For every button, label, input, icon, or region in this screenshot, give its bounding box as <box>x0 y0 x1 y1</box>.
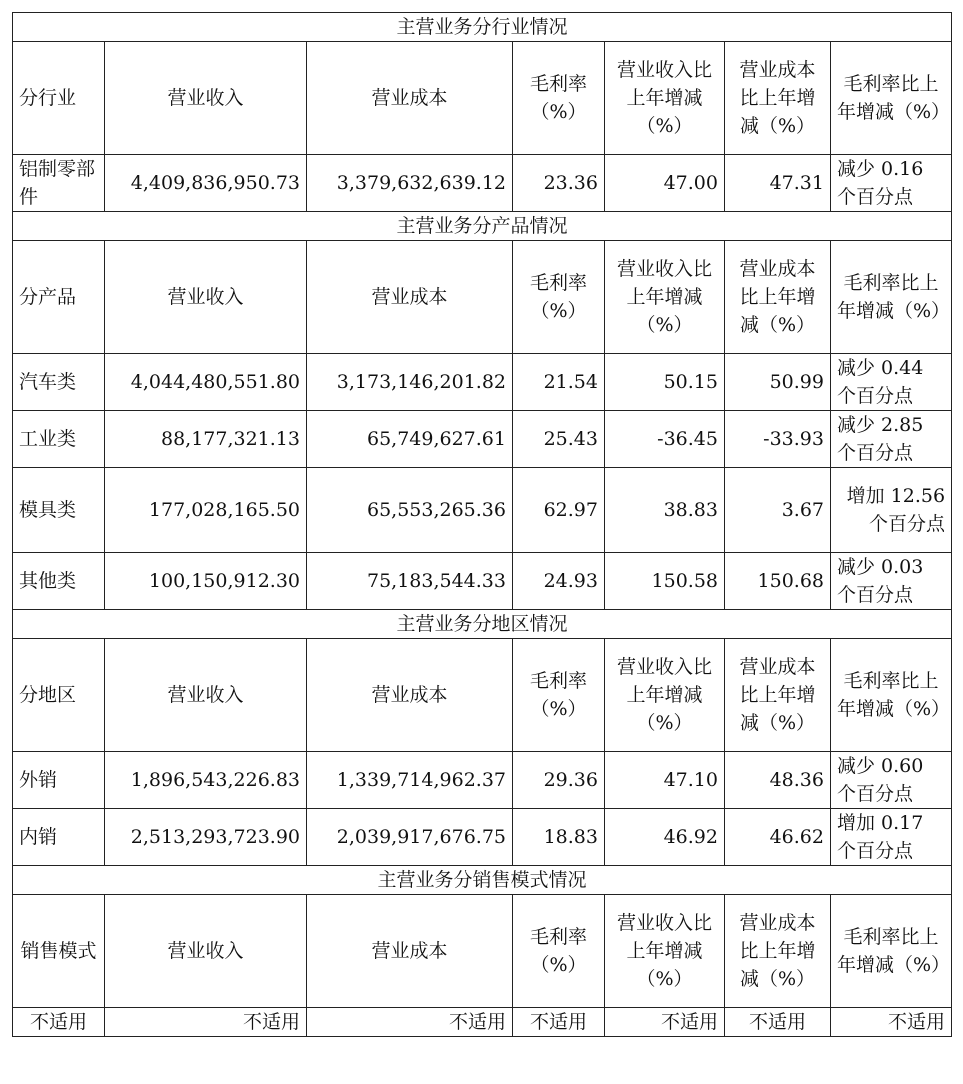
revenue-change-cell: 50.15 <box>605 354 725 411</box>
margin-header: 毛利率（%） <box>513 895 605 1008</box>
revenue-change-cell: -36.45 <box>605 411 725 468</box>
first-column-header: 销售模式 <box>13 895 105 1008</box>
revenue-cell: 177,028,165.50 <box>105 468 307 553</box>
cost-change-header: 营业成本比上年增减（%） <box>725 639 831 752</box>
section-title: 主营业务分产品情况 <box>13 212 952 241</box>
margin-change-cell: 不适用 <box>831 1008 952 1037</box>
row-name: 汽车类 <box>13 354 105 411</box>
first-column-header: 分产品 <box>13 241 105 354</box>
table-row <box>13 809 952 866</box>
cost-cell: 1,339,714,962.37 <box>307 752 513 809</box>
margin-change-cell: 减少 0.03 个百分点 <box>831 553 952 610</box>
revenue-change-cell: 46.92 <box>605 809 725 866</box>
revenue-header: 营业收入 <box>105 42 307 155</box>
table-row <box>13 752 952 809</box>
cost-header: 营业成本 <box>307 895 513 1008</box>
header-row <box>13 42 952 155</box>
margin-change-cell: 增加 12.56 个百分点 <box>831 468 952 553</box>
cost-change-header: 营业成本比上年增减（%） <box>725 42 831 155</box>
margin-cell: 21.54 <box>513 354 605 411</box>
revenue-cell: 1,896,543,226.83 <box>105 752 307 809</box>
cost-change-cell: 150.68 <box>725 553 831 610</box>
cost-header: 营业成本 <box>307 42 513 155</box>
margin-cell: 62.97 <box>513 468 605 553</box>
margin-change-cell: 减少 0.16 个百分点 <box>831 155 952 212</box>
revenue-cell: 100,150,912.30 <box>105 553 307 610</box>
cost-change-cell: 47.31 <box>725 155 831 212</box>
cost-cell: 3,173,146,201.82 <box>307 354 513 411</box>
table-row <box>13 354 952 411</box>
margin-header: 毛利率（%） <box>513 639 605 752</box>
revenue-change-cell: 38.83 <box>605 468 725 553</box>
revenue-cell: 2,513,293,723.90 <box>105 809 307 866</box>
row-name: 不适用 <box>13 1008 105 1037</box>
table-row <box>13 1008 952 1037</box>
revenue-cell: 不适用 <box>105 1008 307 1037</box>
table-row <box>13 468 952 553</box>
revenue-change-header: 营业收入比上年增减（%） <box>605 42 725 155</box>
margin-cell: 不适用 <box>513 1008 605 1037</box>
cost-change-cell: 不适用 <box>725 1008 831 1037</box>
row-name: 内销 <box>13 809 105 866</box>
row-name: 外销 <box>13 752 105 809</box>
revenue-cell: 4,044,480,551.80 <box>105 354 307 411</box>
cost-change-cell: 50.99 <box>725 354 831 411</box>
revenue-change-header: 营业收入比上年增减（%） <box>605 639 725 752</box>
margin-header: 毛利率（%） <box>513 42 605 155</box>
cost-header: 营业成本 <box>307 241 513 354</box>
section-title: 主营业务分地区情况 <box>13 610 952 639</box>
revenue-change-cell: 47.00 <box>605 155 725 212</box>
margin-change-cell: 减少 0.60 个百分点 <box>831 752 952 809</box>
revenue-change-cell: 47.10 <box>605 752 725 809</box>
header-row <box>13 241 952 354</box>
row-name: 铝制零部件 <box>13 155 105 212</box>
cost-change-cell: 3.67 <box>725 468 831 553</box>
section-title: 主营业务分行业情况 <box>13 13 952 42</box>
margin-change-header: 毛利率比上年增减（%） <box>831 241 952 354</box>
cost-cell: 75,183,544.33 <box>307 553 513 610</box>
section-title: 主营业务分销售模式情况 <box>13 866 952 895</box>
first-column-header: 分地区 <box>13 639 105 752</box>
cost-header: 营业成本 <box>307 639 513 752</box>
margin-cell: 24.93 <box>513 553 605 610</box>
margin-change-header: 毛利率比上年增减（%） <box>831 895 952 1008</box>
header-row <box>13 895 952 1008</box>
margin-header: 毛利率（%） <box>513 241 605 354</box>
header-row <box>13 639 952 752</box>
revenue-header: 营业收入 <box>105 639 307 752</box>
cost-cell: 2,039,917,676.75 <box>307 809 513 866</box>
revenue-header: 营业收入 <box>105 241 307 354</box>
cost-change-header: 营业成本比上年增减（%） <box>725 241 831 354</box>
cost-cell: 65,749,627.61 <box>307 411 513 468</box>
cost-cell: 3,379,632,639.12 <box>307 155 513 212</box>
margin-cell: 29.36 <box>513 752 605 809</box>
row-name: 工业类 <box>13 411 105 468</box>
margin-change-header: 毛利率比上年增减（%） <box>831 639 952 752</box>
row-name: 模具类 <box>13 468 105 553</box>
margin-change-cell: 减少 2.85 个百分点 <box>831 411 952 468</box>
revenue-change-header: 营业收入比上年增减（%） <box>605 241 725 354</box>
table-row <box>13 155 952 212</box>
cost-change-cell: 46.62 <box>725 809 831 866</box>
margin-change-cell: 增加 0.17 个百分点 <box>831 809 952 866</box>
cost-change-cell: 48.36 <box>725 752 831 809</box>
first-column-header: 分行业 <box>13 42 105 155</box>
margin-change-cell: 减少 0.44 个百分点 <box>831 354 952 411</box>
revenue-change-cell: 150.58 <box>605 553 725 610</box>
margin-cell: 25.43 <box>513 411 605 468</box>
table-row <box>13 411 952 468</box>
cost-cell: 不适用 <box>307 1008 513 1037</box>
row-name: 其他类 <box>13 553 105 610</box>
table-row <box>13 553 952 610</box>
margin-change-header: 毛利率比上年增减（%） <box>831 42 952 155</box>
margin-cell: 23.36 <box>513 155 605 212</box>
cost-cell: 65,553,265.36 <box>307 468 513 553</box>
margin-cell: 18.83 <box>513 809 605 866</box>
cost-change-cell: -33.93 <box>725 411 831 468</box>
main-business-table <box>12 12 952 1037</box>
revenue-cell: 4,409,836,950.73 <box>105 155 307 212</box>
revenue-header: 营业收入 <box>105 895 307 1008</box>
revenue-cell: 88,177,321.13 <box>105 411 307 468</box>
revenue-change-header: 营业收入比上年增减（%） <box>605 895 725 1008</box>
revenue-change-cell: 不适用 <box>605 1008 725 1037</box>
cost-change-header: 营业成本比上年增减（%） <box>725 895 831 1008</box>
